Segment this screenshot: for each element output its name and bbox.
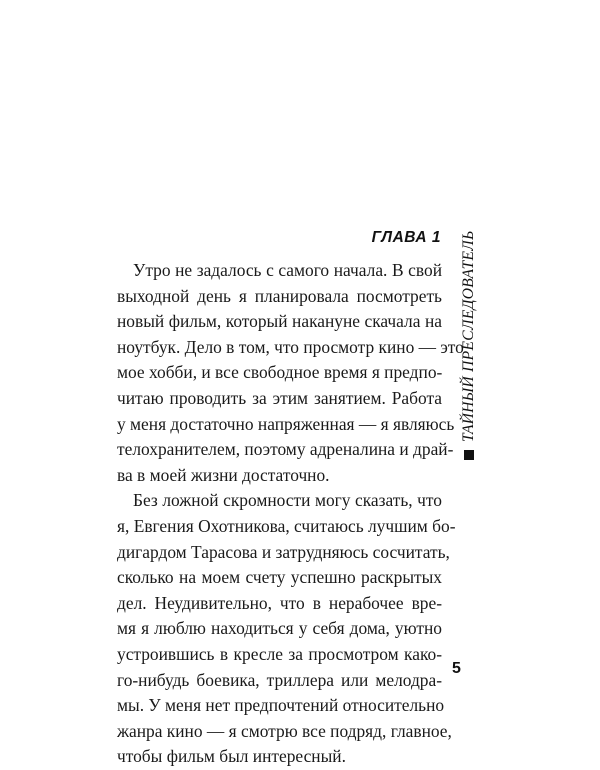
text-line: читаю проводить за этим занятием. Работа (117, 387, 442, 408)
text-line: устроившись в кресле за просмотром како- (117, 643, 442, 664)
square-bullet-icon (464, 450, 474, 460)
text-line: Без ложной скромности могу сказать, что (133, 490, 442, 511)
text-line: Утро не задалось с самого начала. В свой (133, 260, 442, 280)
text-line: мое хобби, и все свободное время я предпо- (117, 362, 443, 383)
text-line: жанра кино — я смотрю все подряд, главное, (117, 720, 452, 741)
text-line: новый фильм, который накануне скачала на (117, 311, 442, 332)
text-line: дел. Неудивительно, что в нерабочее вре- (117, 592, 442, 613)
text-line: мы. У меня нет предпочтений относительно (117, 695, 445, 716)
text-line: телохранителем, поэтому адреналина и драй- (117, 439, 454, 460)
chapter-heading: ГЛАВА 1 (371, 229, 441, 246)
running-title (457, 230, 481, 460)
text-line: дигардом Тарасова и затрудняюсь сосчитать, (117, 541, 450, 562)
text-line: сколько на моем счету успешно раскрытых (117, 567, 442, 588)
text-line: мя я люблю находиться у себя дома, уютно (117, 618, 442, 639)
book-title-vertical: ТАЙНЫЙ ПРЕСЛЕДОВАТЕЛЬ (460, 230, 477, 442)
text-line: я, Евгения Охотникова, считаюсь лучшим бо- (117, 515, 456, 536)
text-line: чтобы фильм был интересный. (117, 746, 346, 767)
body-text (117, 258, 464, 770)
text-line: ва в моей жизни достаточно. (117, 464, 330, 485)
text-line: выходной день я планировала посмотреть (117, 285, 442, 306)
text-line: у меня достаточно напряженная — я являюсь (117, 413, 455, 434)
page-number: 5 (452, 660, 461, 677)
text-line: го-нибудь боевика, триллера или мелодра- (117, 669, 442, 690)
text-line: ноутбук. Дело в том, что просмотр кино — это (117, 336, 464, 357)
